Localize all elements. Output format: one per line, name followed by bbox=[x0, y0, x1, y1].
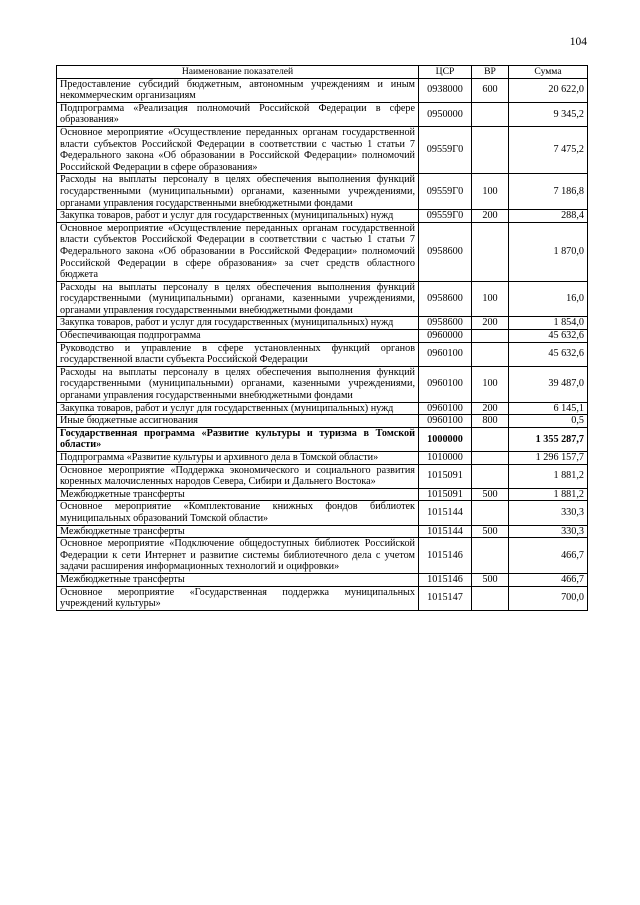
row-csr: 0960100 bbox=[419, 415, 472, 428]
row-vr bbox=[472, 102, 509, 126]
row-csr: 0950000 bbox=[419, 102, 472, 126]
row-vr bbox=[472, 464, 509, 488]
row-vr: 600 bbox=[472, 78, 509, 102]
row-name: Государственная программа «Развитие культуры и туризма в Томской области» bbox=[57, 427, 419, 451]
row-sum: 1 870,0 bbox=[509, 222, 588, 281]
row-csr: 1015091 bbox=[419, 488, 472, 501]
table-row bbox=[57, 126, 588, 173]
row-vr bbox=[472, 452, 509, 465]
row-name: Основное мероприятие «Осуществление переданных органам государственной власти субъектов Российской Федерации в соответствии с частью 1 статьи 7 Федерального закона «Об образовании в Российской Федерации» полномочий Российской Федерации в сфере образования» bbox=[57, 126, 419, 173]
row-sum: 20 622,0 bbox=[509, 78, 588, 102]
row-vr: 100 bbox=[472, 366, 509, 402]
row-name: Основное мероприятие «Комплектование книжных фондов библиотек муниципальных образований Томской области» bbox=[57, 501, 419, 525]
row-name: Закупка товаров, работ и услуг для государственных (муниципальных) нужд bbox=[57, 210, 419, 223]
row-name: Основное мероприятие «Подключение общедоступных библиотек Российской Федерации к сети Интернет и развитие системы библиотечного дела с учетом задачи расширения информационных технологий и оцифровки» bbox=[57, 538, 419, 574]
row-name: Расходы на выплаты персоналу в целях обеспечения выполнения функций государственными (муниципальными) органами, казенными учреждениями, органами управления государственными внебюджетными фондами bbox=[57, 366, 419, 402]
header-csr: ЦСР bbox=[419, 66, 472, 79]
row-vr bbox=[472, 222, 509, 281]
header-sum: Сумма bbox=[509, 66, 588, 79]
row-csr: 0960100 bbox=[419, 402, 472, 415]
row-csr: 1015147 bbox=[419, 586, 472, 610]
table-row bbox=[57, 464, 588, 488]
header-vr: ВР bbox=[472, 66, 509, 79]
table-row bbox=[57, 78, 588, 102]
row-vr: 500 bbox=[472, 573, 509, 586]
row-vr bbox=[472, 330, 509, 343]
row-name: Обеспечивающая подпрограмма bbox=[57, 330, 419, 343]
row-name: Руководство и управление в сфере установленных функций органов государственной власти субъекта Российской Федерации bbox=[57, 342, 419, 366]
table-row bbox=[57, 525, 588, 538]
row-vr: 100 bbox=[472, 174, 509, 210]
row-sum: 700,0 bbox=[509, 586, 588, 610]
table-header-row bbox=[57, 66, 588, 79]
row-name: Межбюджетные трансферты bbox=[57, 573, 419, 586]
row-csr: 0960000 bbox=[419, 330, 472, 343]
table-row bbox=[57, 210, 588, 223]
row-csr: 1015144 bbox=[419, 501, 472, 525]
row-sum: 1 854,0 bbox=[509, 317, 588, 330]
row-vr: 200 bbox=[472, 402, 509, 415]
row-name: Основное мероприятие «Поддержка экономического и социального развития коренных малочисленных народов Севера, Сибири и Дальнего Востока» bbox=[57, 464, 419, 488]
row-name: Межбюджетные трансферты bbox=[57, 525, 419, 538]
row-vr bbox=[472, 501, 509, 525]
row-vr: 100 bbox=[472, 281, 509, 317]
table-row bbox=[57, 222, 588, 281]
row-sum: 1 881,2 bbox=[509, 488, 588, 501]
table-row bbox=[57, 538, 588, 574]
row-name: Закупка товаров, работ и услуг для государственных (муниципальных) нужд bbox=[57, 402, 419, 415]
row-csr: 0958600 bbox=[419, 317, 472, 330]
row-sum: 1 296 157,7 bbox=[509, 452, 588, 465]
row-name: Расходы на выплаты персоналу в целях обеспечения выполнения функций государственными (муниципальными) органами, казенными учреждениями, органами управления государственными внебюджетными фондами bbox=[57, 281, 419, 317]
table-row bbox=[57, 174, 588, 210]
row-sum: 466,7 bbox=[509, 538, 588, 574]
row-csr: 1000000 bbox=[419, 427, 472, 451]
table-row bbox=[57, 501, 588, 525]
row-sum: 7 186,8 bbox=[509, 174, 588, 210]
row-sum: 7 475,2 bbox=[509, 126, 588, 173]
row-name: Основное мероприятие «Государственная поддержка муниципальных учреждений культуры» bbox=[57, 586, 419, 610]
row-csr: 0958600 bbox=[419, 281, 472, 317]
table-row bbox=[57, 281, 588, 317]
table-row bbox=[57, 415, 588, 428]
table-row bbox=[57, 427, 588, 451]
row-sum: 9 345,2 bbox=[509, 102, 588, 126]
row-csr: 1015146 bbox=[419, 573, 472, 586]
row-csr: 0958600 bbox=[419, 222, 472, 281]
row-sum: 1 355 287,7 bbox=[509, 427, 588, 451]
row-sum: 288,4 bbox=[509, 210, 588, 223]
row-sum: 16,0 bbox=[509, 281, 588, 317]
table-row bbox=[57, 488, 588, 501]
row-name: Закупка товаров, работ и услуг для государственных (муниципальных) нужд bbox=[57, 317, 419, 330]
row-csr: 1015144 bbox=[419, 525, 472, 538]
row-sum: 45 632,6 bbox=[509, 342, 588, 366]
table-row bbox=[57, 102, 588, 126]
row-name: Подпрограмма «Реализация полномочий Российской Федерации в сфере образования» bbox=[57, 102, 419, 126]
table-row bbox=[57, 366, 588, 402]
row-vr bbox=[472, 427, 509, 451]
budget-table bbox=[56, 65, 588, 611]
row-name: Межбюджетные трансферты bbox=[57, 488, 419, 501]
row-sum: 330,3 bbox=[509, 501, 588, 525]
row-sum: 330,3 bbox=[509, 525, 588, 538]
table-row bbox=[57, 573, 588, 586]
row-vr bbox=[472, 538, 509, 574]
table-row bbox=[57, 330, 588, 343]
row-vr: 200 bbox=[472, 317, 509, 330]
table-row bbox=[57, 402, 588, 415]
row-vr bbox=[472, 342, 509, 366]
row-sum: 0,5 bbox=[509, 415, 588, 428]
row-vr: 500 bbox=[472, 488, 509, 501]
row-csr: 0960100 bbox=[419, 342, 472, 366]
row-csr: 1015091 bbox=[419, 464, 472, 488]
row-vr: 500 bbox=[472, 525, 509, 538]
row-csr: 09559Г0 bbox=[419, 126, 472, 173]
row-name: Расходы на выплаты персоналу в целях обеспечения выполнения функций государственными (муниципальными) органами, казенными учреждениями, органами управления государственными внебюджетными фондами bbox=[57, 174, 419, 210]
table-row bbox=[57, 586, 588, 610]
row-vr bbox=[472, 126, 509, 173]
row-vr: 200 bbox=[472, 210, 509, 223]
row-csr: 09559Г0 bbox=[419, 174, 472, 210]
table-row bbox=[57, 342, 588, 366]
row-csr: 1010000 bbox=[419, 452, 472, 465]
row-vr: 800 bbox=[472, 415, 509, 428]
row-name: Основное мероприятие «Осуществление переданных органам государственной власти субъектов Российской Федерации в соответствии с частью 1 статьи 7 Федерального закона «Об образовании в Российской Федерации» полномочий Российской Федерации в сфере образования» за счет средств областного бюджета bbox=[57, 222, 419, 281]
row-csr: 09559Г0 bbox=[419, 210, 472, 223]
row-name: Подпрограмма «Развитие культуры и архивного дела в Томской области» bbox=[57, 452, 419, 465]
header-name: Наименование показателей bbox=[57, 66, 419, 79]
row-csr: 0938000 bbox=[419, 78, 472, 102]
row-sum: 6 145,1 bbox=[509, 402, 588, 415]
row-sum: 1 881,2 bbox=[509, 464, 588, 488]
table-row bbox=[57, 452, 588, 465]
row-sum: 45 632,6 bbox=[509, 330, 588, 343]
row-name: Предоставление субсидий бюджетным, автономным учреждениям и иным некоммерческим организациям bbox=[57, 78, 419, 102]
table-row bbox=[57, 317, 588, 330]
row-name: Иные бюджетные ассигнования bbox=[57, 415, 419, 428]
row-csr: 0960100 bbox=[419, 366, 472, 402]
table-body bbox=[57, 78, 588, 610]
row-sum: 466,7 bbox=[509, 573, 588, 586]
row-csr: 1015146 bbox=[419, 538, 472, 574]
row-sum: 39 487,0 bbox=[509, 366, 588, 402]
page-number: 104 bbox=[569, 36, 587, 48]
row-vr bbox=[472, 586, 509, 610]
